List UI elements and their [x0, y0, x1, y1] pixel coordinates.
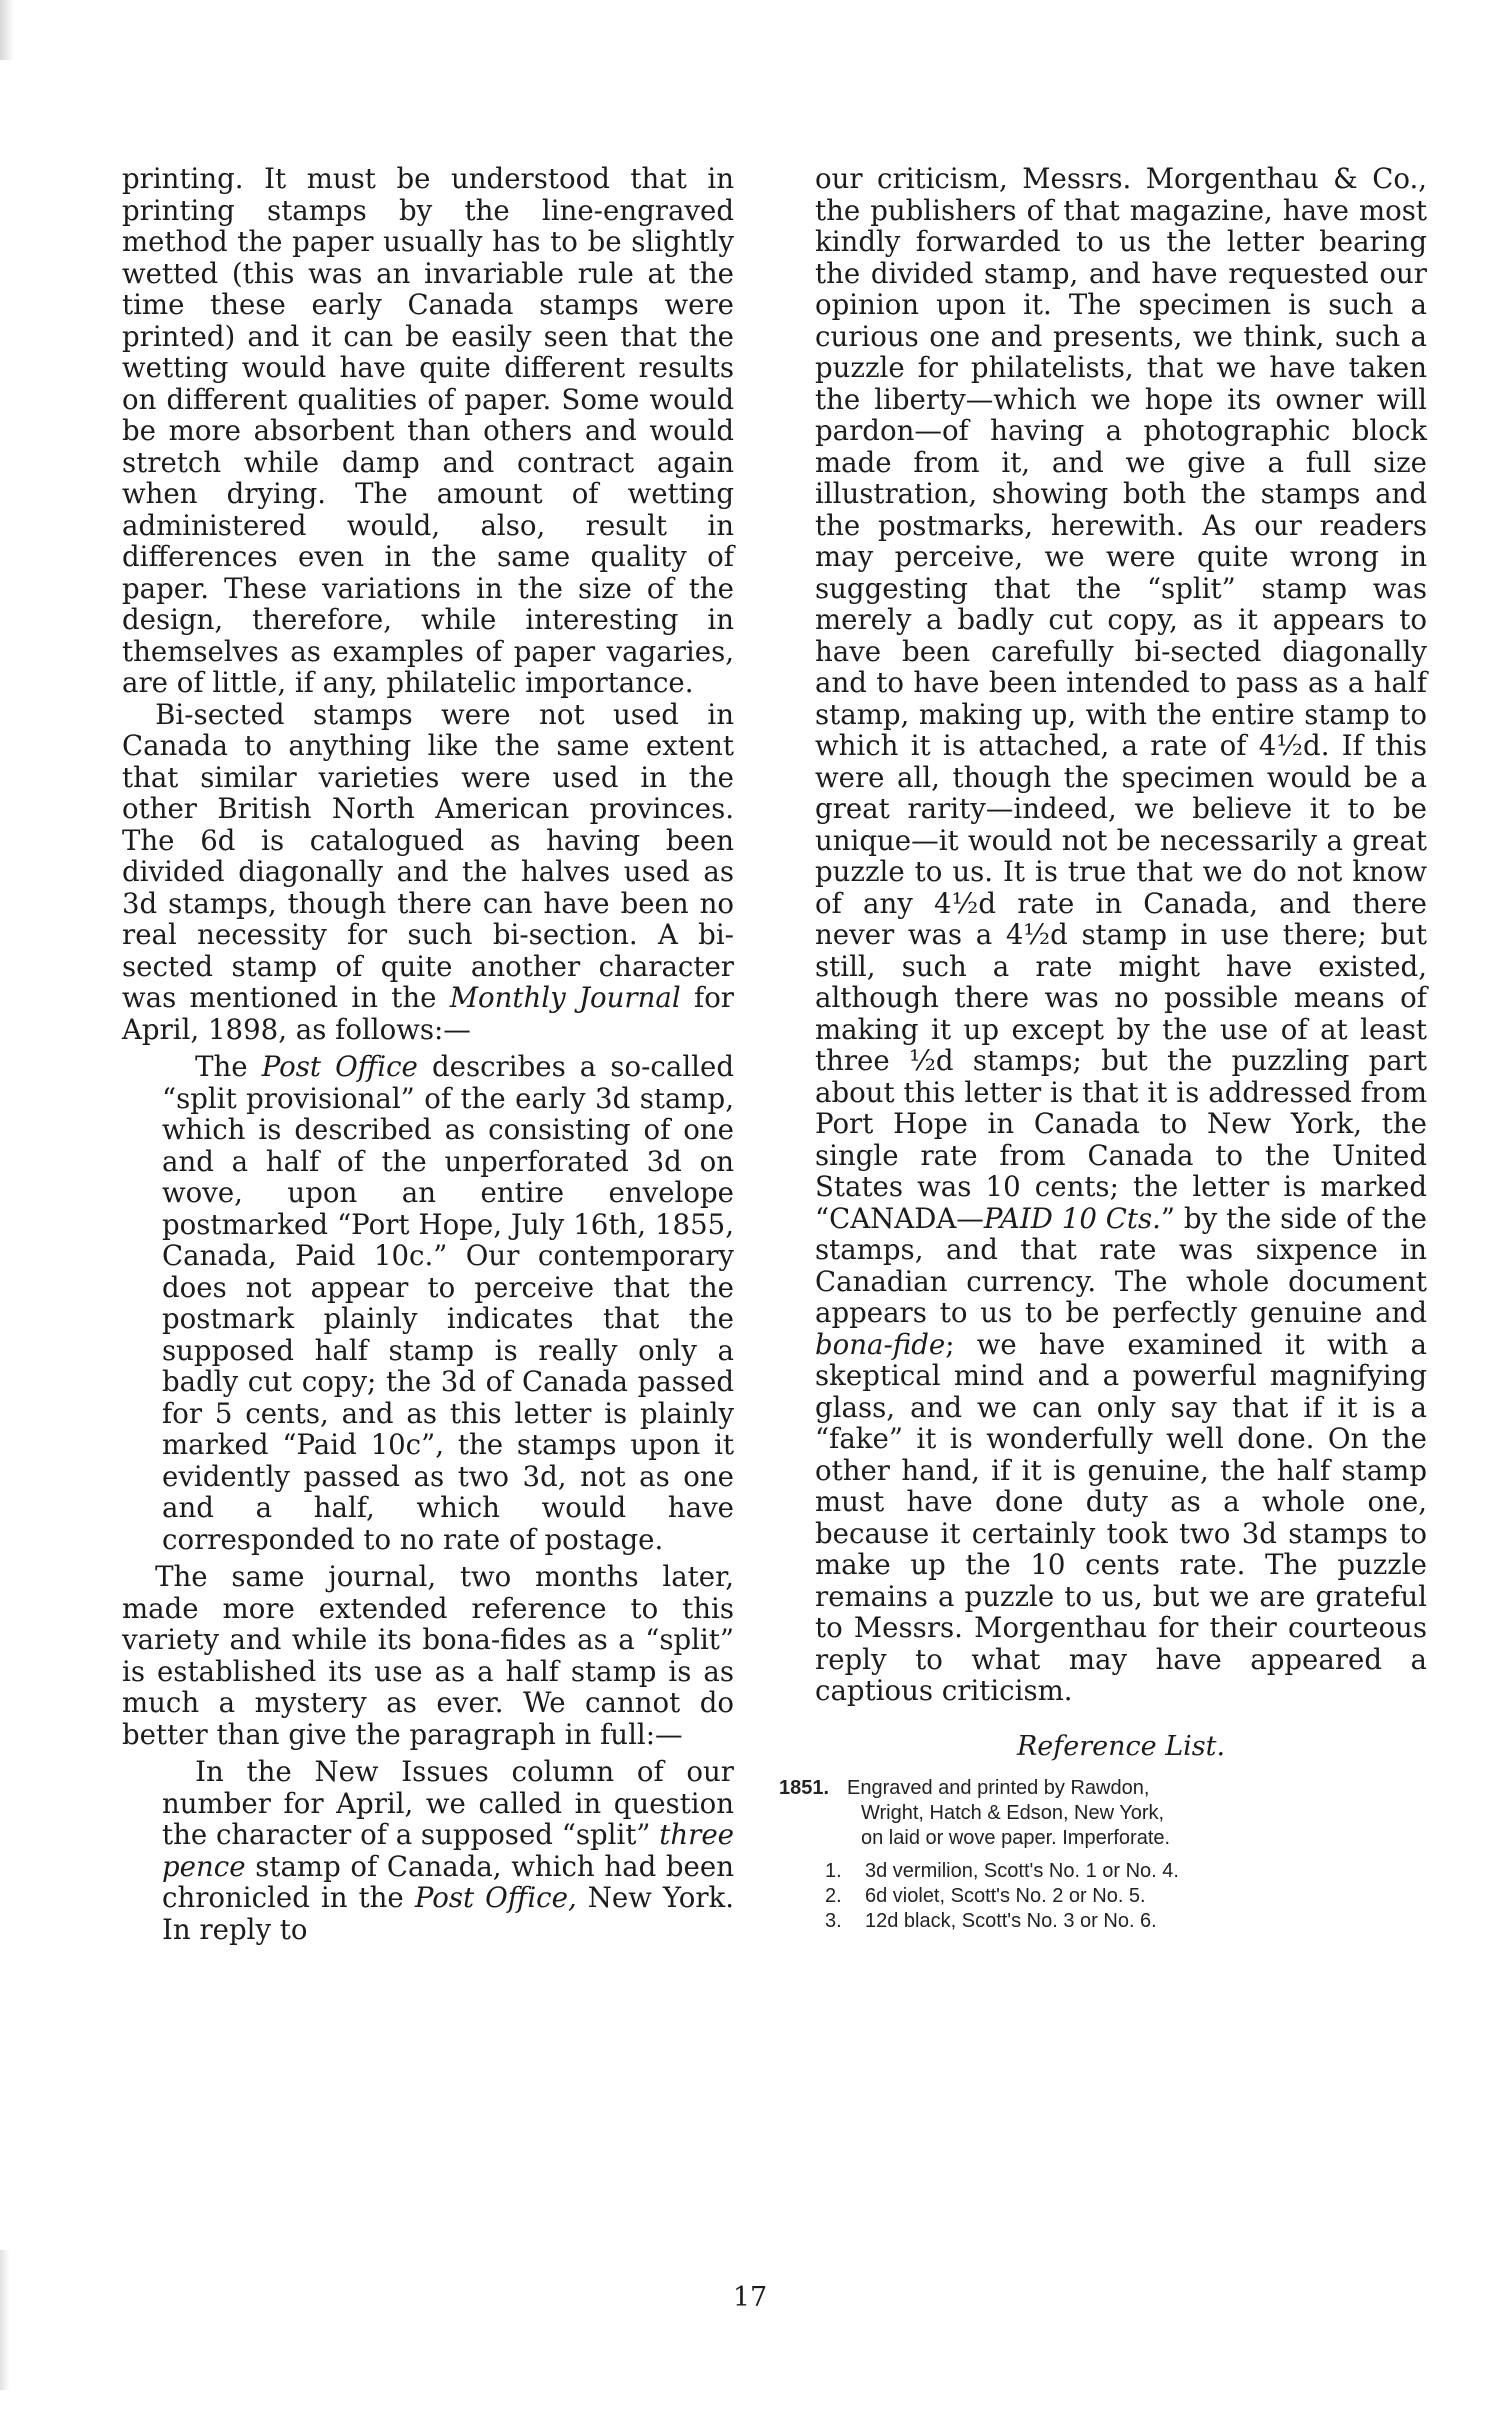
text-run: New York. In reply to: [162, 1881, 735, 1946]
italic-run: PAID 10 Cts.: [983, 1201, 1161, 1235]
text-run: our criticism, Messrs. Morgenthau & Co., the publishers of that magazine, have most kindly forwarded to us the letter bearing the divided stamp, and have requested our opinion upon it. The specimen is such a curious one and presents, we think, such a puzzle for philatelists, that we have taken the liberty—which we hope its owner will pardon—of having a photographic block made from it, and we give a full size illustration, showing both the stamps and the postmarks, herewith. As our readers may perceive, we were quite wrong in suggesting that the “split” stamp was merely a badly cut copy, as it appears to have been carefully bi-sected diagonally and to have been intended to pass as a half stamp, making up, with the entire stamp to which it is attached, a rate of 4½d. If this were all, though the specimen would be a great rarity—indeed, we believe it to be unique—it would not be necessarily a great puzzle to us. It is true that we do not know of any 4½d rate in Canada, and there never was a 4½d stamp in use there; but still, such a rate might have existed, although there was no possible means of making it up except by the use of at least three ½d stamps; but the puzzling part about this letter is that it is addressed from Port Hope in Canada to New York, the single rate from Canada to the United States was 10 cents; the letter is marked “CANADA—: [815, 162, 1427, 1235]
paragraph-same-journal: The same journal, two months later, made more extended reference to this variety and while its bona-fides as a “split” is established its use as a half stamp is as much a mystery as ever. We cannot do better than give the paragraph in full:—: [122, 1560, 734, 1751]
item-number: 2.: [825, 1885, 842, 1907]
text-run: ” by the side of the stamps, and that rate was sixpence in Canadian currency. The whole document appears to us to be perfectly genuine and: [815, 1201, 1427, 1329]
text-run: ; we have examined it with a skeptical mind and a powerful magnifying glass, and we can only say that if it is a “fake” it is wonderfully well done. On the other hand, if it is genuine, the half stamp must have done duty as a whole one, because it certainly took two 3d stamps to make up the 10 cents rate. The puzzle remains a puzzle to us, but we are grateful to Messrs. Morgenthau for their courteous reply to what may have appeared a captious criticism.: [815, 1327, 1427, 1707]
text-run: for April, 1898, as follows:—: [122, 981, 735, 1046]
text-run: Bi-sected stamps were not used in Canada to anything like the same extent that similar varieties were used in the other British North American provinces. The 6d is catalogued as having been divided diagonally and the halves used as 3d stamps, though there can have been no real necessity for such bi-section. A bi-sected stamp of quite another character was mentioned in the: [122, 697, 734, 1014]
scan-edge-mark: [0, 0, 14, 60]
reference-list-title: Reference List.: [1016, 1730, 1226, 1762]
quote-new-issues: [162, 1756, 734, 1945]
list-item: [825, 1859, 1427, 1884]
paragraph-bisected: [122, 699, 734, 1046]
text-run: The: [195, 1050, 262, 1083]
reference-items: [825, 1859, 1427, 1934]
reference-description: [847, 1776, 1427, 1851]
italic-run: Monthly Journal: [449, 981, 681, 1014]
item-number: 1.: [825, 1860, 842, 1882]
italic-run: bona-fide: [815, 1327, 946, 1361]
paragraph-criticism: [815, 163, 1427, 1707]
page-number: 17: [732, 2282, 768, 2313]
text-run: stamp of Canada, which had been chronicled in the: [162, 1849, 734, 1914]
right-column: [779, 162, 1427, 1934]
text-run: In the New Issues column of our number for April, we called in question the character of a supposed “split”: [162, 1755, 734, 1851]
italic-run: Post Office,: [414, 1881, 577, 1914]
reference-year: 1851.: [779, 1777, 830, 1799]
scan-edge-mark-bottom: [0, 2250, 10, 2390]
list-item: [825, 1909, 1427, 1934]
paragraph-printing: printing. It must be understood that in printing stamps by the line-engraved method the paper usually has to be slightly wetted (this was an invariable rule at the time these early Canada stamps were printed) and it can be easily seen that the wetting would have quite different results on different qualities of paper. Some would be more absorbent than others and would stretch while damp and contract again when drying. The amount of wetting administered would, also, result in differences even in the same quality of paper. These variations in the size of the design, therefore, while interesting in themselves as examples of paper vagaries, are of little, if any, philatelic importance.: [122, 162, 734, 699]
italic-run: Post Office: [261, 1050, 418, 1083]
reference-list: [779, 1776, 1427, 1934]
left-column: [122, 163, 734, 1951]
text-run: describes a so-called “split provisional” of the early 3d stamp, which is described as consisting of one and a half of the unperforated 3d on wove, upon an entire envelope postmarked “Port Hope, July 16th, 1855, Canada, Paid 10c.” Our contemporary does not appear to perceive that the postmark plainly indicates that the supposed half stamp is really only a badly cut copy; the 3d of Canada passed for 5 cents, and as this letter is plainly marked “Paid 10c”, the stamps upon it evidently passed as two 3d, not as one and a half, which would have corresponded to no rate of postage.: [162, 1050, 734, 1556]
description-line: Engraved and printed by Rawdon,: [847, 1777, 1150, 1799]
item-text: 12d black, Scott's No. 3 or No. 6.: [865, 1910, 1157, 1932]
list-item: [825, 1884, 1427, 1909]
quote-post-office: [162, 1051, 734, 1555]
item-text: 3d vermilion, Scott's No. 1 or No. 4.: [865, 1860, 1179, 1882]
description-line: Wright, Hatch & Edson, New York,: [861, 1802, 1165, 1824]
item-text: 6d violet, Scott's No. 2 or No. 5.: [865, 1885, 1146, 1907]
item-number: 3.: [825, 1910, 842, 1932]
reference-header: [779, 1776, 1427, 1851]
italic-run: three pence: [162, 1818, 734, 1883]
description-line: on laid or wove paper. Imperforate.: [861, 1827, 1171, 1849]
